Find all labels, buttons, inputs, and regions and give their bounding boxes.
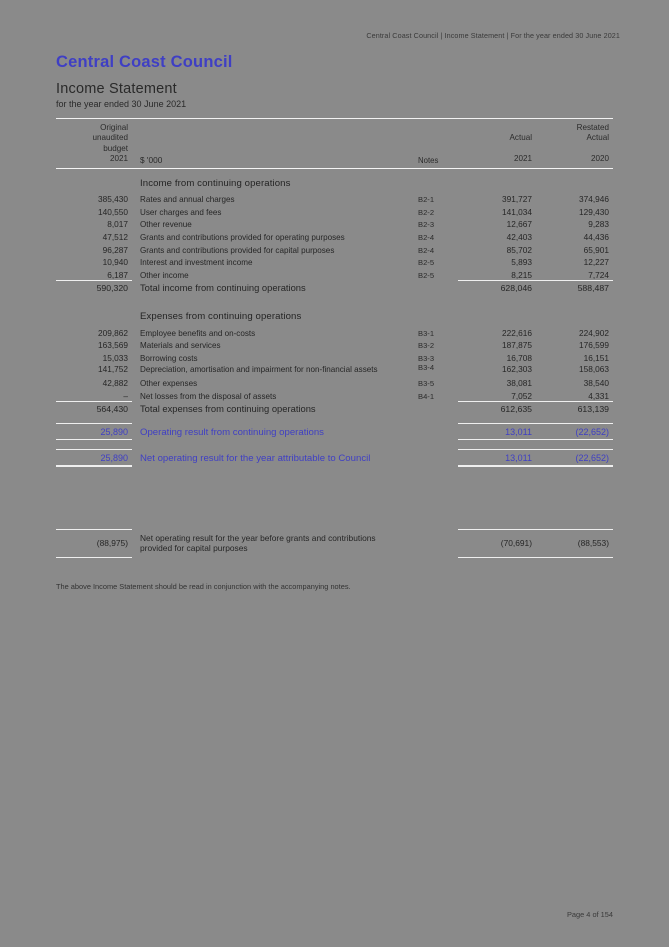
row-label: Other income <box>140 271 189 281</box>
row-label: Net losses from the disposal of assets <box>140 392 277 402</box>
column-header-line-1 <box>56 123 613 133</box>
row-actual-2020: 44,436 <box>583 232 609 242</box>
row-note: B3-1 <box>418 328 435 338</box>
row-actual-2020: 65,901 <box>583 244 609 255</box>
table-row <box>56 242 613 255</box>
row-label: Other expenses <box>140 379 198 389</box>
table-row <box>56 376 613 389</box>
row-actual-2020: 38,540 <box>583 378 609 389</box>
column-header-line-3 <box>56 144 613 154</box>
total-income-actual-2020: 588,487 <box>536 280 613 293</box>
before-grants-actual-2020: (88,553) <box>536 530 613 557</box>
row-note: B2-3 <box>418 220 435 230</box>
row-actual-2021: 12,667 <box>506 219 532 230</box>
units-label: $ '000 <box>140 154 163 165</box>
row-actual-2021: 187,875 <box>502 340 532 351</box>
row-budget: 96,287 <box>102 244 128 255</box>
row-note: B2-2 <box>418 207 435 217</box>
table-row <box>56 363 613 376</box>
row-actual-2021: 222,616 <box>502 327 532 338</box>
operating-result-actual-2021: 13,011 <box>458 424 536 440</box>
row-label: Depreciation, amortisation and impairment for non-financial assets <box>140 365 378 375</box>
row-actual-2021: 391,727 <box>502 194 532 205</box>
row-budget: 163,569 <box>98 340 128 351</box>
total-expenses-budget: 564,430 <box>56 401 132 414</box>
operating-result-actual-2020: (22,652) <box>536 424 613 440</box>
row-budget: 10,940 <box>102 257 128 268</box>
row-label: Interest and investment income <box>140 258 253 268</box>
net-operating-result-actual-2020: (22,652) <box>536 450 613 467</box>
row-actual-2020: 12,227 <box>583 257 609 268</box>
budget-header-year: 2021 <box>109 154 128 164</box>
total-income-label: Total income from continuing operations <box>140 282 306 294</box>
row-note: B3-5 <box>418 379 435 389</box>
total-income-row <box>56 280 613 293</box>
budget-header-line1: Original <box>100 123 128 132</box>
running-header: Central Coast Council | Income Statement | For the year ended 30 June 2021 <box>366 31 620 40</box>
total-income-actual-2021: 628,046 <box>458 280 536 293</box>
spacer <box>56 440 613 450</box>
expenses-section-heading <box>56 302 613 325</box>
budget-header-line3: budget <box>103 143 128 153</box>
table-row <box>56 217 613 230</box>
statement-footnote: The above Income Statement should be read in conjunction with the accompanying notes. <box>56 582 351 591</box>
table-row <box>56 255 613 268</box>
actual-2020-header-line2: Actual <box>586 133 609 143</box>
row-note: B3-3 <box>418 354 435 364</box>
actual-2021-header-line1: Actual <box>509 133 532 143</box>
row-budget: 140,550 <box>98 206 128 217</box>
table-row <box>56 229 613 242</box>
income-statement-table <box>56 118 613 558</box>
row-note: B2-5 <box>418 271 435 281</box>
row-actual-2020: 7,724 <box>588 269 609 280</box>
actual-2021-header-year: 2021 <box>513 154 532 164</box>
operating-result-budget: 25,890 <box>56 424 132 440</box>
row-label: Other revenue <box>140 220 192 230</box>
row-actual-2021: 5,893 <box>511 257 532 268</box>
row-label: Materials and services <box>140 341 221 351</box>
column-header-line-2 <box>56 133 613 143</box>
before-grants-budget: (88,975) <box>56 530 132 557</box>
total-expenses-row <box>56 401 613 414</box>
row-actual-2021: 38,081 <box>506 378 532 389</box>
net-operating-result-label: Net operating result for the year attributable to Council <box>140 453 371 465</box>
row-actual-2021: 162,303 <box>502 364 532 375</box>
council-name-heading: Central Coast Council <box>56 53 233 71</box>
row-actual-2020: 176,599 <box>579 340 609 351</box>
table-row <box>56 267 613 280</box>
row-actual-2020: 9,283 <box>588 219 609 230</box>
row-label: Rates and annual charges <box>140 195 235 205</box>
net-result-before-capital-grants-row <box>56 530 613 557</box>
table-row <box>56 192 613 205</box>
row-actual-2020: 224,902 <box>579 327 609 338</box>
total-expenses-actual-2020: 613,139 <box>536 401 613 414</box>
net-operating-result-budget: 25,890 <box>56 450 132 467</box>
row-label: Grants and contributions provided for capital purposes <box>140 245 335 255</box>
budget-header-line2: unaudited <box>92 133 128 143</box>
total-income-budget: 590,320 <box>56 280 132 293</box>
row-actual-2021: 16,708 <box>506 353 532 364</box>
page-title: Income Statement <box>56 81 177 97</box>
row-note: B2-5 <box>418 258 435 268</box>
column-header-line-4 <box>56 154 613 164</box>
row-note: B3-2 <box>418 341 435 351</box>
table-row <box>56 325 613 338</box>
net-operating-result-row <box>56 450 613 467</box>
row-budget: 141,752 <box>98 364 128 375</box>
table-row <box>56 350 613 363</box>
row-actual-2020: 158,063 <box>579 364 609 375</box>
row-note: B2-1 <box>418 195 435 205</box>
row-actual-2021: 7,052 <box>511 390 532 401</box>
row-budget: 6,187 <box>107 269 128 280</box>
row-budget: 8,017 <box>107 219 128 230</box>
row-actual-2021: 8,215 <box>511 269 532 280</box>
row-actual-2020: 16,151 <box>583 353 609 364</box>
before-grants-actual-2021: (70,691) <box>458 530 536 557</box>
row-budget: 42,882 <box>102 378 128 389</box>
operating-result-label: Operating result from continuing operations <box>140 426 324 438</box>
row-actual-2021: 141,034 <box>502 206 532 217</box>
row-actual-2020: 4,331 <box>588 390 609 401</box>
row-budget: 385,430 <box>98 194 128 205</box>
expenses-section-title: Expenses from continuing operations <box>140 311 302 323</box>
net-operating-result-actual-2021: 13,011 <box>458 450 536 467</box>
row-actual-2020: 374,946 <box>579 194 609 205</box>
actual-2020-header-year: 2020 <box>590 154 609 164</box>
total-expenses-label: Total expenses from continuing operations <box>140 403 316 415</box>
spacer <box>56 293 613 302</box>
table-row <box>56 204 613 217</box>
spacer <box>56 414 613 424</box>
spacer <box>56 466 613 530</box>
row-note: B4-1 <box>418 392 435 402</box>
page-subtitle: for the year ended 30 June 2021 <box>56 99 187 109</box>
table-row <box>56 388 613 401</box>
row-label: Employee benefits and on-costs <box>140 328 256 338</box>
row-label: User charges and fees <box>140 207 222 217</box>
row-budget: 47,512 <box>102 232 128 242</box>
income-section-heading <box>56 168 613 192</box>
row-budget: 15,033 <box>102 353 128 364</box>
income-section-title: Income from continuing operations <box>140 177 291 189</box>
row-note: B2-4 <box>418 245 435 255</box>
operating-result-row <box>56 424 613 440</box>
row-note: B3-4 <box>418 363 435 373</box>
notes-column-header: Notes <box>418 155 439 165</box>
row-actual-2021: 85,702 <box>506 244 532 255</box>
row-label: Borrowing costs <box>140 354 198 364</box>
actual-2020-header-line1: Restated <box>576 123 609 132</box>
row-actual-2020: 129,430 <box>579 206 609 217</box>
row-note: B2-4 <box>418 233 435 242</box>
row-label: Grants and contributions provided for operating purposes <box>140 233 345 242</box>
row-actual-2021: 42,403 <box>506 232 532 242</box>
table-row <box>56 338 613 351</box>
row-budget: – <box>123 390 128 401</box>
page-number-footer: Page 4 of 154 <box>566 910 613 919</box>
total-expenses-actual-2021: 612,635 <box>458 401 536 414</box>
before-grants-label: Net operating result for the year before grants and contributions provided for capital purposes <box>140 532 376 554</box>
row-budget: 209,862 <box>98 327 128 338</box>
